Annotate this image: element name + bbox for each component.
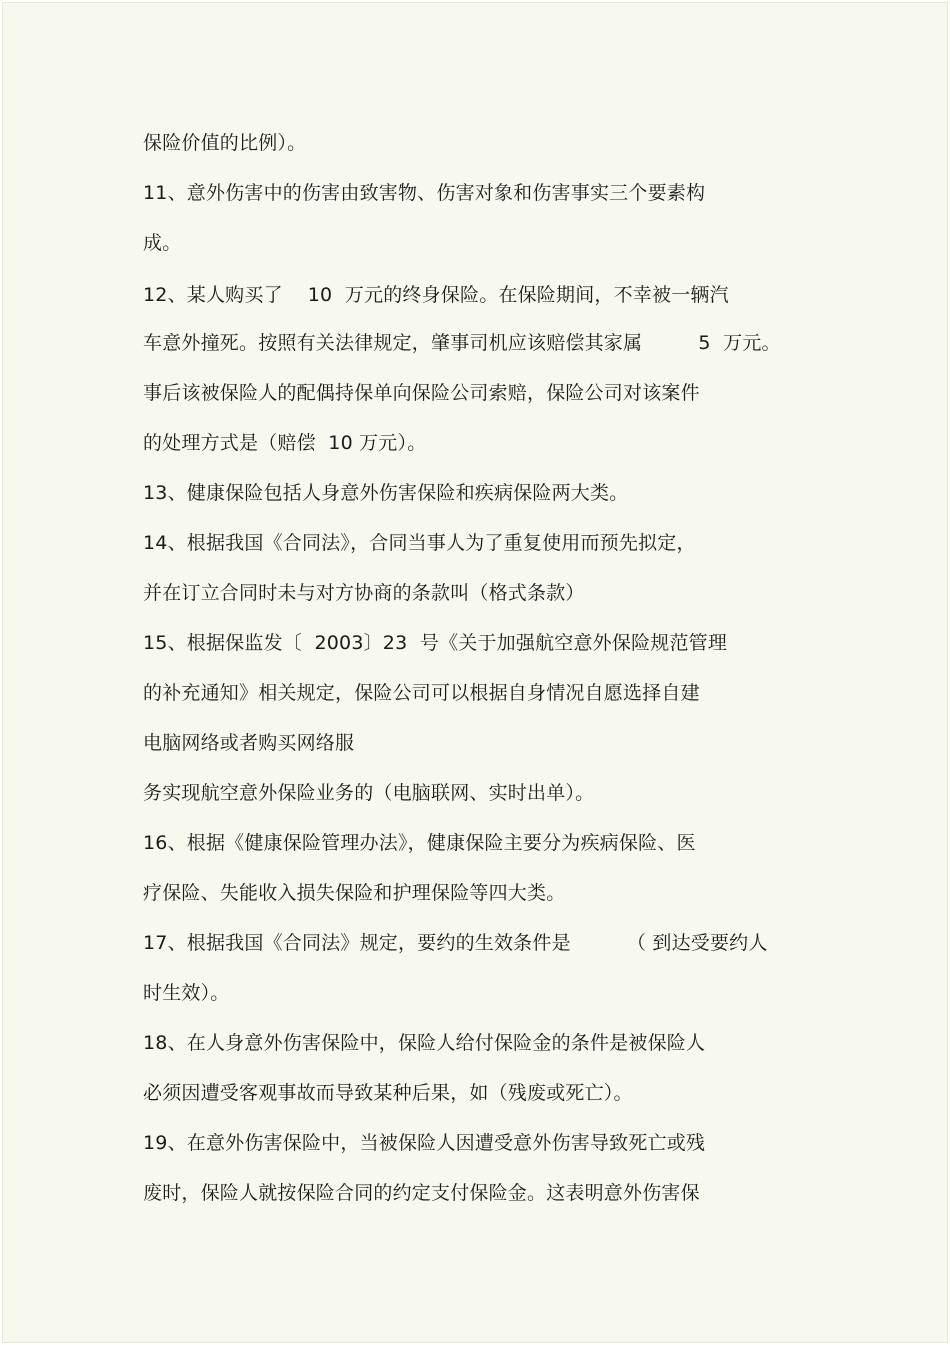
text-line: 时生效）。	[143, 982, 230, 1004]
text-line: 15、根据保监发〔 2003〕23 号《关于加强航空意外保险规范管理	[143, 632, 728, 654]
text-line: 成。	[143, 232, 182, 254]
text-line: 事后该被保险人的配偶持保单向保险公司索赔，保险公司对该案件	[143, 382, 700, 404]
text-line: 的补充通知》相关规定，保险公司可以根据自身情况自愿选择自建	[143, 682, 700, 704]
text-line: 废时，保险人就按保险合同的约定支付保险金。这表明意外伤害保	[143, 1182, 700, 1204]
text-line: 17、根据我国《合同法》规定，要约的生效条件是 （ 到达受要约人	[143, 932, 768, 954]
text-line: 19、在意外伤害保险中，当被保险人因遭受意外伤害导致死亡或残	[143, 1132, 706, 1154]
text-line: 必须因遭受客观事故而导致某种后果，如（残废或死亡）。	[143, 1082, 633, 1104]
text-line: 18、在人身意外伤害保险中，保险人给付保险金的条件是被保险人	[143, 1032, 706, 1054]
text-line: 13、健康保险包括人身意外伤害保险和疾病保险两大类。	[143, 482, 629, 504]
text-line: 疗保险、失能收入损失保险和护理保险等四大类。	[143, 882, 566, 904]
text-line: 11、意外伤害中的伤害由致害物、伤害对象和伤害事实三个要素构	[143, 182, 706, 204]
text-line: 12、某人购买了 10 万元的终身保险。在保险期间，不幸被一辆汽	[143, 284, 729, 306]
text-line: 16、根据《健康保险管理办法》，健康保险主要分为疾病保险、医	[143, 832, 696, 854]
text-line: 电脑网络或者购买网络服	[143, 732, 355, 754]
text-line: 车意外撞死。按照有关法律规定，肇事司机应该赔偿其家属 5 万元。	[143, 332, 781, 354]
text-line: 的处理方式是（赔偿 10 万元）。	[143, 432, 427, 454]
text-line: 保险价值的比例）。	[143, 132, 307, 154]
text-line: 并在订立合同时未与对方协商的条款叫（格式条款）	[143, 582, 585, 604]
text-line: 14、根据我国《合同法》，合同当事人为了重复使用而预先拟定，	[143, 532, 696, 554]
text-line: 务实现航空意外保险业务的（电脑联网、实时出单）。	[143, 782, 595, 804]
